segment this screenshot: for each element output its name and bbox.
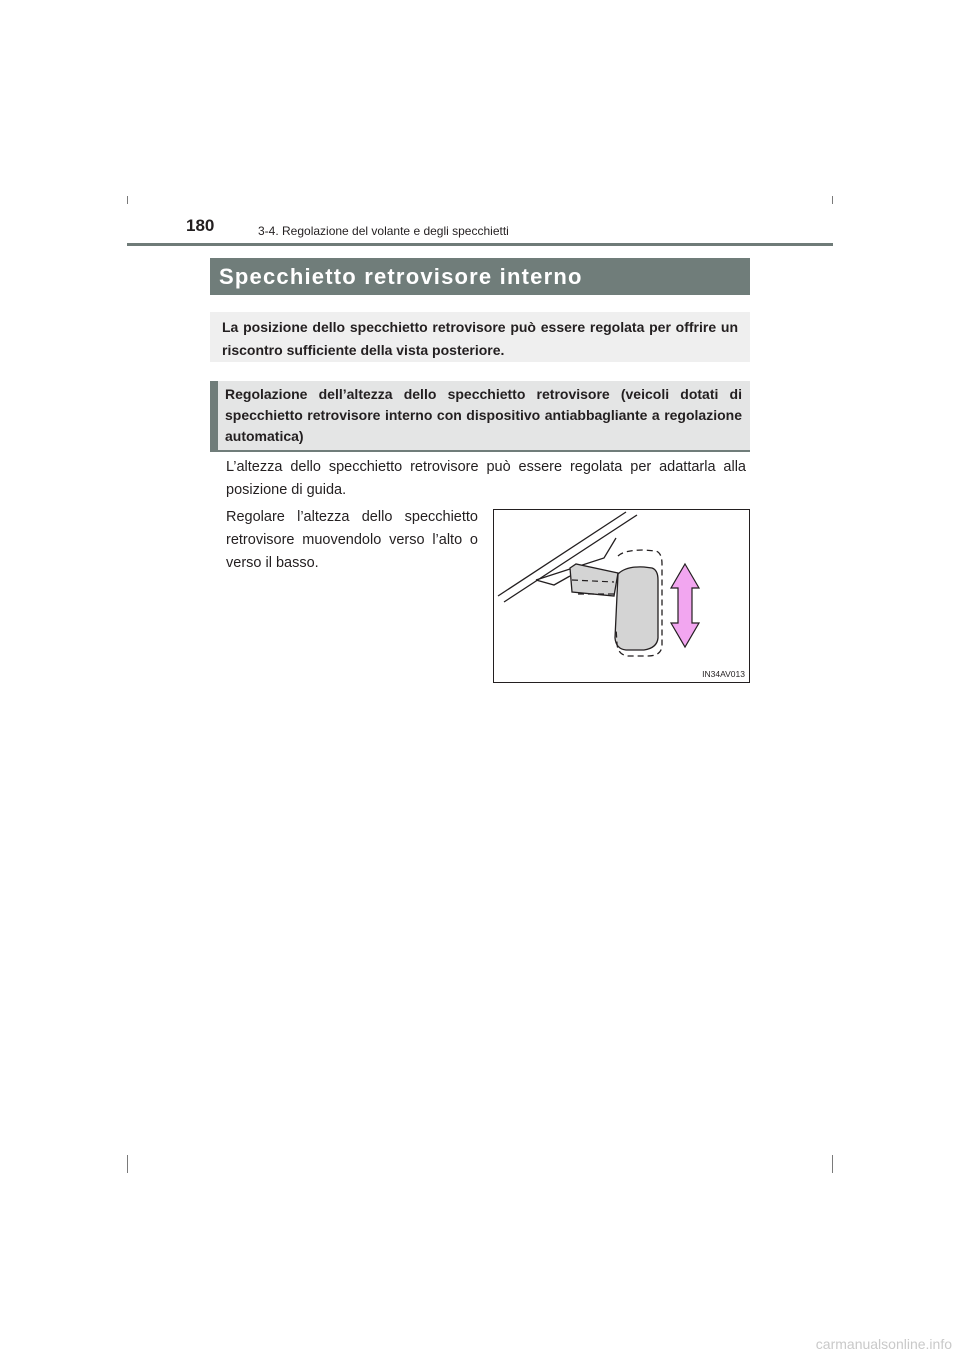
crop-mark-bottom-right [832, 1155, 833, 1173]
crop-mark-bottom-left [127, 1155, 128, 1173]
main-heading [210, 258, 750, 295]
header-rule [127, 243, 833, 246]
intro-box: La posizione dello specchietto retrovisore può essere regolata per offrire un riscontro sufficiente della vista posteriore. [210, 312, 750, 362]
main-heading-text: Specchietto retrovisore interno [219, 263, 583, 289]
sub-heading: Regolazione dell’altezza dello specchietto retrovisore (veicoli dotati di specchietto retrovisore interno con dispositivo antiabbagliante a regolazione automatica) [210, 381, 750, 451]
sub-heading-rule [210, 450, 750, 452]
mirror-illustration [493, 509, 750, 683]
crop-mark-top-left [127, 196, 128, 204]
watermark: carmanualsonline.info [815, 1336, 952, 1352]
mirror-drawing [494, 510, 749, 682]
section-title: 3-4. Regolazione del volante e degli specchietti [258, 224, 509, 238]
figure-code: IN34AV013 [702, 669, 745, 679]
body-paragraph-1: L’altezza dello specchietto retrovisore può essere regolata per adattarla alla posizione di guida. [226, 459, 746, 498]
page-number: 180 [186, 216, 215, 235]
body-paragraph-2: Regolare l’altezza dello specchietto retrovisore muovendolo verso l’alto o verso il basso. [226, 509, 478, 571]
up-down-arrow-icon [671, 564, 699, 647]
crop-mark-top-right [832, 196, 833, 204]
